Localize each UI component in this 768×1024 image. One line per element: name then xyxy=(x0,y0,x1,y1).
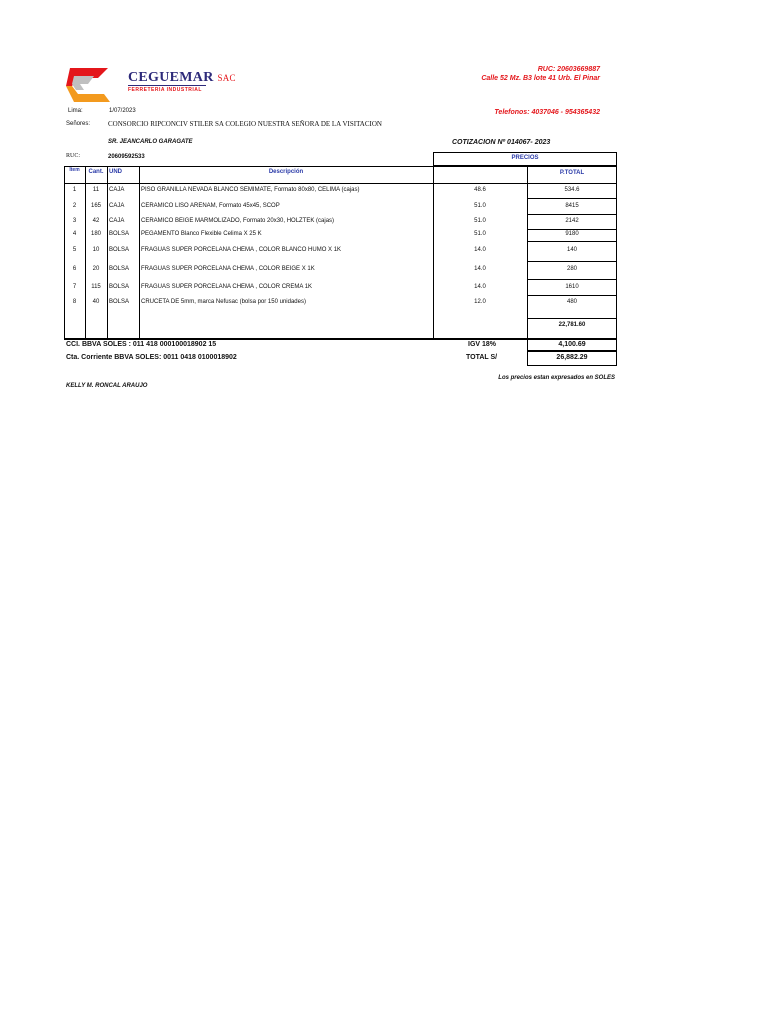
currency-note: Los precios estan expresados en SOLES xyxy=(498,375,615,381)
lima-label: Lima: xyxy=(68,108,83,114)
igv-label: IGV 18% xyxy=(468,341,497,348)
signature-name: KELLY M. RONCAL ARAUJO xyxy=(66,383,148,389)
precios-label: PRECIOS xyxy=(511,155,539,161)
senores-label: Señores: xyxy=(66,121,91,127)
col-header-unit: UND xyxy=(109,169,122,175)
company-ruc: RUC: 20603669887 xyxy=(537,66,600,73)
col-header-qty: Cant. xyxy=(88,169,104,175)
company-logo xyxy=(64,64,244,106)
igv-value: 4,100.69 xyxy=(558,341,586,348)
current-account: Cta. Corriente BBVA SOLES: 0011 0418 0100018902 xyxy=(66,354,237,361)
subtotal-value: 22,781.60 xyxy=(558,322,586,328)
client-ruc: 20609592533 xyxy=(108,154,145,160)
company-address: Calle 52 Mz. B3 lote 41 Urb. El Pinar xyxy=(481,75,600,82)
total-value: 26,882.29 xyxy=(556,354,588,361)
total-label: TOTAL S/ xyxy=(466,354,498,361)
company-subtitle: FERRETERIA INDUSTRIAL xyxy=(128,85,206,93)
client-name: CONSORCIO RIPCONCIV STILER SA COLEGIO NUESTRA SEÑORA DE LA VISITACION xyxy=(108,120,382,128)
quote-number: COTIZACION Nº 014067- 2023 xyxy=(452,139,551,146)
quote-date: 1/07/2023 xyxy=(109,108,136,114)
company-phones: Telefonos: 4037046 - 954365432 xyxy=(494,109,600,116)
col-header-total: P.TOTAL xyxy=(559,170,585,176)
contact-name: SR. JEANCARLO GARAGATE xyxy=(108,139,193,145)
company-name: CEGUEMAR SAC xyxy=(128,70,236,85)
ruc-label: RUC: xyxy=(66,153,81,159)
logo-mark-icon xyxy=(64,64,124,106)
cci-account: CCI. BBVA SOLES : 011 418 000100018902 15 xyxy=(66,341,217,348)
col-header-item: Item xyxy=(69,167,80,173)
col-header-desc: Descripción xyxy=(268,169,304,175)
